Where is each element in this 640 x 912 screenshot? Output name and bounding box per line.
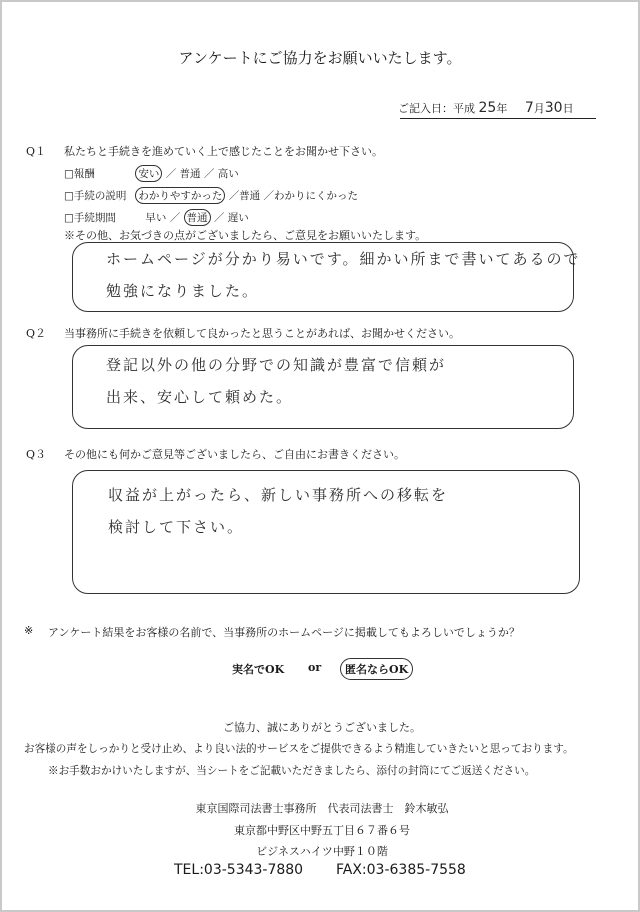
q1-question: 私たちと手続きを進めていく上で感じたことをお聞かせ下さい。 [64, 145, 383, 158]
closing-thanks: ご協力、誠にありがとうございました。 [223, 721, 421, 734]
office-address: 東京都中野区中野五丁目６７番６号 [234, 824, 410, 837]
option-selected[interactable]: 安い [135, 165, 162, 182]
option-real-name[interactable]: 実名でOK [232, 663, 285, 676]
q3-answer-line1: 収益が上がったら、新しい事務所への移転を [108, 486, 449, 504]
q3-question: その他にも何かご意見等ございましたら、ご自由にお書きください。 [64, 448, 405, 461]
separator: ／ [165, 168, 177, 180]
q1-answer-line2: 勉強になりました。 [106, 282, 260, 300]
date-label: ご記入日：平成 [398, 102, 475, 115]
date-day-unit: 日 [562, 102, 574, 115]
date-day: 30 [544, 100, 563, 116]
office-tel[interactable]: TEL:03-5343-7880 [174, 862, 304, 878]
q1-answer-line1: ホームページが分かり易いです。細かい所まで書いてあるので [106, 250, 581, 268]
q2-answer-line1: 登記以外の他の分野での知識が豊富で信頼が [106, 356, 447, 374]
q1-row-period [64, 209, 249, 226]
option[interactable]: 遅い [227, 212, 249, 224]
row-label: □手続期間 [64, 212, 116, 224]
q1-row-fee [64, 165, 239, 182]
option[interactable]: ／普通 [228, 190, 261, 202]
q3-answer-line2: 検討して下さい。 [108, 518, 245, 536]
q1-number: Q１ [26, 145, 47, 158]
separator: ／ [169, 212, 181, 224]
q1-row-explanation [64, 187, 358, 204]
or-label: or [308, 661, 322, 674]
option-selected[interactable]: 普通 [184, 209, 211, 226]
date-month-unit: 月 [533, 102, 545, 115]
closing-return-note: ※お手数おかけいたしますが、当シートをご記載いただきましたら、添付の封筒にてご返送ください。 [48, 765, 536, 777]
option[interactable]: ／わかりにくかった [263, 190, 359, 202]
office-name: 東京国際司法書士事務所 代表司法書士 鈴木敏弘 [195, 802, 449, 815]
date-month: 7 [524, 100, 534, 116]
option[interactable]: 普通 [179, 168, 201, 180]
q3-number: Q３ [26, 448, 47, 461]
q2-number: Q２ [26, 327, 47, 340]
date-underline [400, 118, 596, 119]
consent-question: アンケート結果をお客様の名前で、当事務所のホームページに掲載してもよろしいでしょうか？ [48, 626, 520, 639]
option[interactable]: 高い [217, 168, 239, 180]
q1-followup: ※その他、お気づきの点がございましたら、ご意見をお願いいたします。 [64, 229, 427, 242]
option-selected[interactable]: わかりやすかった [135, 187, 225, 204]
office-fax: FAX:03-6385-7558 [336, 862, 466, 878]
entry-date [398, 100, 574, 116]
page-title: アンケートにご協力をお願いいたします。 [178, 49, 462, 67]
consent-mark: ※ [24, 624, 34, 637]
date-year: 25 [478, 100, 497, 116]
separator: ／ [203, 168, 215, 180]
office-building: ビジネスハイツ中野１０階 [256, 845, 388, 858]
q2-answer-line2: 出来、安心して頼めた。 [106, 388, 294, 406]
option-anonymous[interactable]: 匿名ならOK [340, 658, 413, 680]
option[interactable]: 早い [145, 212, 167, 224]
closing-message: お客様の声をしっかりと受け止め、より良い法的サービスをご提供できるよう精進していきたいと思っております。 [24, 743, 574, 755]
q2-question: 当事務所に手続きを依頼して良かったと思うことがあれば、お聞かせください。 [64, 327, 460, 340]
date-year-unit: 年 [496, 102, 508, 115]
row-label: □手続の説明 [64, 190, 127, 202]
row-label: □報酬 [64, 168, 95, 180]
separator: ／ [213, 212, 225, 224]
